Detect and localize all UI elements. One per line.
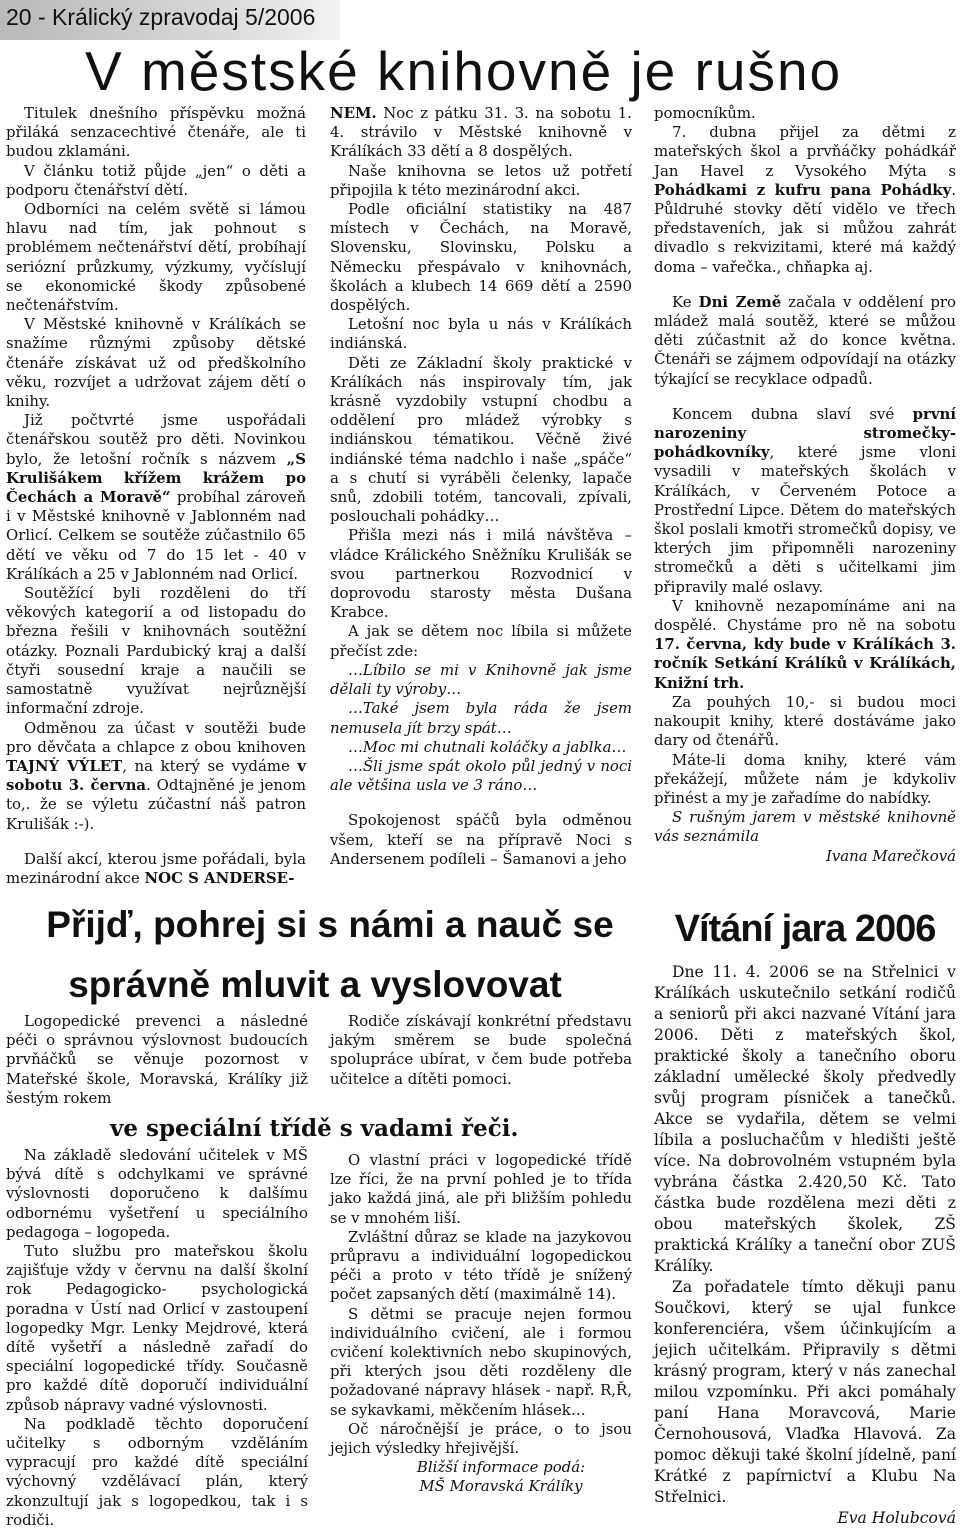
paragraph: Máte-li doma knihy, které vám překážejí, můžete nám je kdykoliv přinést a my je zařadíme do nabídky.: [654, 750, 956, 807]
paragraph: NEM. Noc z pátku 31. 3. na sobotu 1. 4. strávilo v Městské knihovně v Králíkách 33 dětí a 8 dospělých.: [330, 104, 632, 161]
paragraph: 7. dubna přijel za dětmi z mateřských škol a prvňáčky pohádkář Jan Havel z Vysokého Mýta s Pohádkami z kufru pana Pohádky. Půldruhé stovky dětí vidělo ve třech představeních, jak si můžou zahrát divadlo s rekvizitami, které má každý doma – vařečka., chňapka aj.: [654, 123, 956, 276]
library-column-2: [330, 104, 632, 869]
paragraph: Již počtvrté jsme uspořádali čtenářskou soutěž pro děti. Novinkou bylo, že letošní ročník s názvem „S Krulišákem křížem krážem po Čechách a Moravě“ probíhal zároveň i v Městské knihovně v Jablonném nad Orlicí. Celkem se soutěže zúčastnilo 65 dětí ve věku od 7 do 15 let - 40 v Králíkách a 25 v Jablonném nad Orlicí.: [6, 411, 306, 583]
speech-intro-left: [6, 1012, 308, 1108]
paragraph: S rušným jarem v městské knihovně vás seznámila: [654, 808, 956, 846]
paragraph: Oč náročnější je práce, o to jsou jejich výsledky hřejivější.: [330, 1419, 632, 1458]
title-line: Přijď, pohrej si s námi a nauč se: [46, 904, 614, 945]
author-signature: Eva Holubcová: [837, 1509, 956, 1527]
paragraph: Koncem dubna slaví své první narozeniny stromečky- pohádkovníky, které jsme vloni vysadili v mateřských školách v Králíkách, v Červeném Potoce a Prostřední Lipce. Dětem do mateřských škol poslali kmotři stromečků dopisy, ve kterých jim připomněli narozeniny stromečků a děti s učitelkami jim připravily malé oslavy.: [654, 404, 956, 596]
paragraph: Další akcí, kterou jsme pořádali, byla mezinárodní akce NOC S ANDERSE-: [6, 849, 306, 887]
paragraph: Rodiče získávají konkrétní představu jakým směrem se bude společná spolupráce ubírat, v čem bude potřeba učitelce a dítěti pomoci.: [330, 1012, 632, 1088]
speech-intro-right: [330, 1012, 632, 1089]
paragraph: V článku totiž půjde „jen“ o děti a podporu čtenářství dětí.: [6, 161, 306, 199]
title-line: správně mluvit a vyslovovat: [68, 964, 562, 1005]
library-column-1: [6, 104, 306, 888]
speech-subheading: ve speciální třídě s vadami řeči.: [110, 1115, 519, 1142]
speech-column-right: [330, 1151, 632, 1497]
paragraph: Děti ze Základní školy praktické v Králíkách nás inspirovaly tím, jak krásně vyzdobily vstupní chodbu a oddělení pro mládež výrobky s indiánskou tématikou. Věčně živé indiánské téma nadchlo i naše „spáče“ a s chutí si vyráběli čelenky, lapače snů, zdobili totém, tancovali, zpívali, poslouchali pohádky…: [330, 353, 632, 526]
speech-column-left: [6, 1146, 308, 1530]
paragraph: Naše knihovna se letos už potřetí připojila k této mezinárodní akci.: [330, 161, 632, 199]
paragraph: Na podkladě těchto doporučení učitelky s odborným vzděláním vypracují pro každé dítě speciální výchovný vzdělávací plán, který zkonzultují jak s logopedkou, tak i s rodiči.: [6, 1414, 308, 1529]
paragraph: Za pořadatele tímto děkuji panu Součkovi, který se ujal funkce konferenciéra, všem účinkujícím a jejich učitelkám. Připravily s dětmi krásný program, který v nás zanechal milou vzpomínku. Při akci pomáhaly paní Hana Moravcová, Marie Černohousová, Vlaďka Hlavová. Za pomoc děkuji také školní jídelně, paní Krátké z papírnictví a Klubu Na Střelnici.: [654, 1278, 956, 1506]
paragraph: S dětmi se pracuje nejen formou individuálního cvičení, ale i formou cvičení kolektivních nebo skupinových, při kterých jsou děti rozděleny dle požadované nápravy hlásek - např. R,Ř, se sykavkami, měkčením hlásek…: [330, 1304, 632, 1419]
paragraph: Tuto službu pro mateřskou školu zajišťuje vždy v červnu na další školní rok Pedagogicko- psychologická poradna v Ústí nad Orlicí v zastoupení logopedky Mgr. Lenky Mejdrové, která dítě vyšetří a následně zařadí do speciální logopedické třídy. Současně pro každé dítě doporučí individuální způsob nápravy vadné výslovnosti.: [6, 1242, 308, 1414]
quote: …Také jsem byla ráda že jsem nemusela jít brzy spát…: [330, 699, 632, 737]
quote: …Moc mi chutnali koláčky a jablka…: [348, 737, 627, 756]
paragraph: Zvláštní důraz se klade na jazykovou průpravu a individuální logopedickou péči a proto v této třídě je snížený počet zapsaných dětí (maximálně 14).: [330, 1227, 632, 1304]
paragraph: O vlastní práci v logopedické třídě lze říci, že na první pohled je to třída jako každá jiná, ale při bližším pohledu se v mnohém liší.: [330, 1151, 632, 1227]
paragraph: A jak se dětem noc líbila si můžete přečíst zde:: [330, 622, 632, 660]
author-signature: Ivana Marečková: [825, 846, 956, 865]
library-column-3: [654, 104, 956, 866]
paragraph: V Městské knihovně v Králíkách se snažíme různými způsoby dětské čtenáře získávat už od předškolního věku, rozvíjet a udržovat zájem dětí o knihy.: [6, 315, 306, 411]
paragraph: V knihovně nezapomínáme ani na dospělé. Chystáme pro ně na sobotu 17. června, kdy bude v Králíkách 3. ročník Setkání Králíků v Králíkách, Knižní trh.: [654, 596, 956, 692]
paragraph: Letošní noc byla u nás v Králíkách indiánská.: [330, 315, 632, 353]
paragraph: Soutěžící byli rozděleni do tří věkových kategorií a od listopadu do března řešili v knihovnách soutěžní otázky. Poznali Pardubický kraj a další čtyři sousední kraje a naučili se samostatně využívat nejrůznější informační zdroje.: [6, 584, 306, 718]
article-title-library: V městské knihovně je rušno: [85, 40, 843, 102]
spring-column: [654, 962, 956, 1529]
paragraph: Odborníci na celém světě si lámou hlavu nad tím, jak pohnout s problémem nečtenářství dětí, probíhají seriózní průzkumy, výzkumy, vyčíslují se ekonomické škody způsobené nečtenářstvím.: [6, 200, 306, 315]
page-label: 20 - Králický zpravodaj 5/2006: [6, 4, 316, 30]
quote: …Šli jsme spát okolo půl jedný v noci ale většina usla ve 3 ráno…: [330, 756, 632, 795]
paragraph: pomocníkům.: [654, 104, 756, 122]
paragraph: Spokojenost spáčů byla odměnou všem, kteří se na přípravě Noci s Andersenem podíleli – Šamanovi a jeho: [330, 811, 632, 868]
article-title-speech: [0, 895, 660, 1015]
paragraph: Ke Dni Země začala v oddělení pro mládež malá soutěž, které se můžou děti zúčastnit až do konce května. Čtenáři se zájmem odpovídají na otázky týkající se recyklace odpadů.: [654, 292, 956, 388]
paragraph: Titulek dnešního příspěvku možná přiláká senzacechtivé čtenáře, ale ti budou zklamáni.: [6, 104, 306, 161]
paragraph: Na základě sledování učitelek v MŠ bývá dítě s odchylkami ve správné výslovnosti doporučeno k dalšímu odbornému vyšetření u speciálního pedagoga – logopeda.: [6, 1146, 308, 1241]
paragraph: Přišla mezi nás i milá návštěva – vládce Králického Sněžníku Krulišák se svou partnerkou Rozvodnicí v doprovodu starosty města Dušana Krabce.: [330, 526, 632, 622]
paragraph: Podle oficiální statistiky na 487 místech v Čechách, na Moravě, Slovensku, Slovinsku, Polsku a Německu přespávalo v knihovnách, školách a klubech 14 669 dětí a 2590 dospělých.: [330, 200, 632, 315]
paragraph: Dne 11. 4. 2006 se na Střelnici v Králíkách uskutečnilo setkání rodičů a seniorů při akci nazvané Vítání jara 2006. Děti z mateřských škol, praktické školy a tanečního oboru základní umělecké školy předvedly svůj program písniček a tanečků. Akce se vydařila, dětem se velmi líbila a posluchačům v hledišti ještě více. Na dobrovolném vstupném byla vybrána částka 2.420,50 Kč. Tato částka bude rozdělena mezi děti z obou mateřských školek, ZŠ praktická Králíky a taneční obor ZUŠ Králíky.: [654, 963, 956, 1275]
info-line: Bližší informace podá:: [416, 1458, 586, 1477]
info-line: MŠ Moravská Králíky: [419, 1477, 583, 1496]
paragraph: Logopedické prevenci a následné péči o správnou výslovnost budoucích prvňáčků se věnuje pozornost v Mateřské škole, Moravská, Králíky již šestým rokem: [6, 1012, 308, 1107]
paragraph: Za pouhých 10,- si budou moci nakoupit knihy, které dostáváme jako dary od čtenářů.: [654, 692, 956, 750]
article-title-spring: Vítání jara 2006: [674, 908, 936, 950]
quote: …Líbilo se mi v Knihovně jak jsme dělali ty výroby…: [330, 660, 632, 699]
paragraph: Odměnou za účast v soutěži bude pro děvčata a chlapce z obou knihoven TAJNÝ VÝLET, na který se vydáme v sobotu 3. června. Odtajněné je jenom to,. že se výletu zúčastní náš patron Krulišák :-).: [6, 718, 306, 833]
